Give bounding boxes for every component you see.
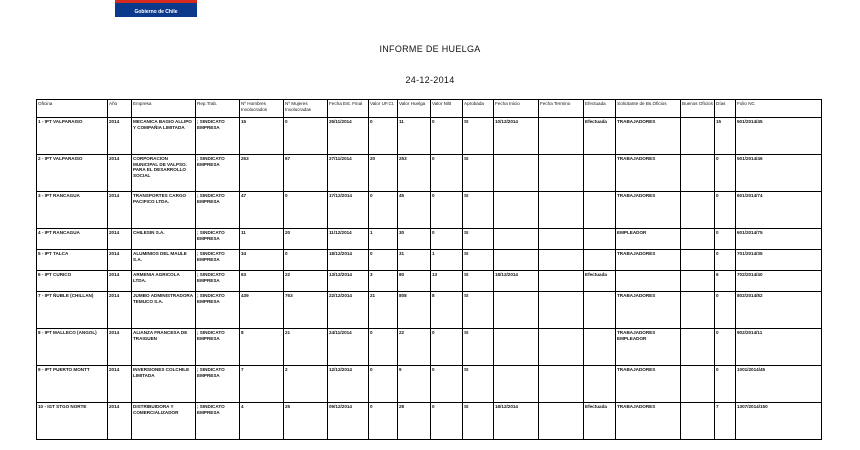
cell-valor-nb: 0 — [431, 229, 463, 250]
cell-valor-uf: 0 — [369, 366, 398, 403]
cell-ano: 2014 — [108, 250, 132, 271]
cell-aprobada: SI — [463, 250, 494, 271]
cell-valor-uf: 0 — [369, 403, 398, 440]
column-header: Fecha Est. Final — [328, 100, 369, 118]
strike-report-table — [36, 99, 822, 440]
cell-aprobada: SI — [463, 192, 494, 229]
cell-folio: 601/2014/74 — [736, 192, 822, 229]
cell-valor-nb: 13 — [431, 271, 463, 292]
gobierno-logo — [115, 0, 197, 17]
cell-folio: 1307/2014/150 — [736, 403, 822, 440]
cell-folio: 701/2014/35 — [736, 250, 822, 271]
cell-oficina: 7 - IPT ÑUBLE (CHILLAN) — [37, 292, 108, 329]
cell-rep-trab: ; SINDICATO EMPRESA — [196, 271, 240, 292]
cell-hombres: 4 — [240, 403, 284, 440]
cell-ano: 2014 — [108, 292, 132, 329]
column-header: Aprobada — [463, 100, 494, 118]
cell-hombres: 7 — [240, 366, 284, 403]
cell-mujeres: 2 — [284, 366, 328, 403]
cell-oficina: 3 - IPT RANCAGUA — [37, 192, 108, 229]
cell-valor-uf: 1 — [369, 229, 398, 250]
cell-folio: 501/2014/45 — [736, 118, 822, 155]
cell-ano: 2014 — [108, 366, 132, 403]
cell-hombres: 8 — [240, 329, 284, 366]
column-header: Buenos Oficios — [681, 100, 715, 118]
cell-solicitante: TRABAJADORES — [616, 192, 681, 229]
cell-fecha-inicio — [494, 229, 539, 250]
cell-fecha-est-final: 22/12/2014 — [328, 292, 369, 329]
cell-folio: 802/2014/82 — [736, 292, 822, 329]
cell-efectuada: Efectuada — [584, 271, 616, 292]
cell-valor-uf: 0 — [369, 250, 398, 271]
cell-efectuada — [584, 292, 616, 329]
cell-empresa: ALUMINIOS DEL MAULE S.A. — [132, 250, 196, 271]
cell-valor-huelga: 80 — [398, 271, 431, 292]
cell-solicitante — [616, 271, 681, 292]
cell-valor-huelga: 28 — [398, 403, 431, 440]
cell-valor-nb: 0 — [431, 192, 463, 229]
cell-oficina: 10 - IGT STGO NORTE — [37, 403, 108, 440]
cell-fecha-inicio — [494, 292, 539, 329]
cell-fecha-termino — [539, 366, 584, 403]
cell-rep-trab: ; SINDICATO EMPRESA — [196, 192, 240, 229]
cell-ano: 2014 — [108, 118, 132, 155]
cell-ano: 2014 — [108, 271, 132, 292]
cell-efectuada — [584, 366, 616, 403]
cell-valor-uf: 20 — [369, 155, 398, 192]
cell-efectuada — [584, 192, 616, 229]
cell-rep-trab: ; SINDICATO EMPRESA — [196, 118, 240, 155]
cell-fecha-est-final: 12/12/2014 — [328, 366, 369, 403]
cell-valor-nb: 1 — [431, 250, 463, 271]
column-header: Rep.Trab. — [196, 100, 240, 118]
cell-ano: 2014 — [108, 329, 132, 366]
table-row — [37, 118, 822, 155]
cell-fecha-termino — [539, 229, 584, 250]
cell-dias: 0 — [715, 250, 736, 271]
cell-fecha-inicio: 18/12/2014 — [494, 271, 539, 292]
cell-fecha-inicio — [494, 329, 539, 366]
cell-empresa: TRANSPORTES CARGO PACIFICO LTDA. — [132, 192, 196, 229]
cell-ano: 2014 — [108, 403, 132, 440]
cell-fecha-est-final: 09/12/2014 — [328, 403, 369, 440]
cell-solicitante: EMPLEADOR — [616, 229, 681, 250]
table-row — [37, 403, 822, 440]
table-row — [37, 292, 822, 329]
cell-buenos-oficios — [681, 366, 715, 403]
cell-dias: 0 — [715, 366, 736, 403]
cell-valor-uf: 21 — [369, 292, 398, 329]
cell-fecha-est-final: 25/11/2014 — [328, 118, 369, 155]
cell-aprobada: SI — [463, 292, 494, 329]
cell-empresa: CHILESIN S.A. — [132, 229, 196, 250]
cell-dias: 15 — [715, 118, 736, 155]
cell-efectuada — [584, 329, 616, 366]
cell-fecha-est-final: 13/12/2014 — [328, 271, 369, 292]
cell-fecha-est-final: 24/11/2014 — [328, 329, 369, 366]
cell-buenos-oficios — [681, 292, 715, 329]
cell-aprobada: SI — [463, 366, 494, 403]
cell-aprobada: SI — [463, 271, 494, 292]
cell-dias: 6 — [715, 271, 736, 292]
report-title: INFORME DE HUELGA — [379, 44, 481, 54]
cell-fecha-termino — [539, 192, 584, 229]
column-header: Nº Mujeres Involucradas — [284, 100, 328, 118]
cell-oficina: 2 - IPT VALPARAISO — [37, 155, 108, 192]
cell-fecha-termino — [539, 250, 584, 271]
cell-valor-huelga: 9 — [398, 366, 431, 403]
column-header: Días — [715, 100, 736, 118]
cell-fecha-est-final: 27/11/2014 — [328, 155, 369, 192]
cell-valor-nb: 0 — [431, 118, 463, 155]
cell-solicitante: TRABAJADORES EMPLEADOR — [616, 329, 681, 366]
cell-empresa: MECANICA BAGIO ALLIPO Y COMPAÑIA LIMITADA — [132, 118, 196, 155]
cell-buenos-oficios — [681, 403, 715, 440]
cell-rep-trab: ; SINDICATO EMPRESA — [196, 366, 240, 403]
cell-rep-trab: ; SINDICATO EMPRESA — [196, 403, 240, 440]
cell-empresa: ARMENIA AGRICOLA LTDA. — [132, 271, 196, 292]
cell-empresa: JUMBO ADMINISTRADORA TEMUCO S.A. — [132, 292, 196, 329]
cell-valor-nb: 0 — [431, 403, 463, 440]
cell-valor-huelga: 45 — [398, 192, 431, 229]
cell-fecha-est-final: 17/12/2014 — [328, 192, 369, 229]
cell-rep-trab: ; SINDICATO EMPRESA — [196, 292, 240, 329]
cell-hombres: 263 — [240, 155, 284, 192]
cell-mujeres: 21 — [284, 329, 328, 366]
cell-dias: 7 — [715, 403, 736, 440]
cell-rep-trab: ; SINDICATO EMPRESA — [196, 250, 240, 271]
cell-efectuada — [584, 250, 616, 271]
cell-efectuada: Efectuada — [584, 403, 616, 440]
cell-valor-huelga: 808 — [398, 292, 431, 329]
column-header: Fecha Termino — [539, 100, 584, 118]
cell-fecha-inicio: 10/12/2014 — [494, 118, 539, 155]
cell-hombres: 11 — [240, 229, 284, 250]
table-row — [37, 250, 822, 271]
table-row — [37, 155, 822, 192]
cell-ano: 2014 — [108, 155, 132, 192]
cell-mujeres: 20 — [284, 229, 328, 250]
cell-valor-nb: 8 — [431, 292, 463, 329]
column-header: Folio NC — [736, 100, 822, 118]
cell-mujeres: 25 — [284, 403, 328, 440]
cell-fecha-est-final: 11/12/2014 — [328, 229, 369, 250]
cell-buenos-oficios — [681, 155, 715, 192]
cell-efectuada — [584, 155, 616, 192]
column-header: Fecha Inicio — [494, 100, 539, 118]
column-header: Valor N/B — [431, 100, 463, 118]
cell-efectuada: Efectuada — [584, 118, 616, 155]
cell-oficina: 8 - IPT MALLECO (ANGOL) — [37, 329, 108, 366]
cell-valor-uf: 0 — [369, 329, 398, 366]
cell-fecha-est-final: 18/12/2014 — [328, 250, 369, 271]
cell-dias: 0 — [715, 155, 736, 192]
cell-mujeres: 763 — [284, 292, 328, 329]
cell-empresa: ALIANZA FRANCESA DE TRAIGUEN — [132, 329, 196, 366]
cell-solicitante: TRABAJADORES — [616, 292, 681, 329]
cell-aprobada: SI — [463, 229, 494, 250]
table-row — [37, 192, 822, 229]
cell-hombres: 34 — [240, 250, 284, 271]
cell-buenos-oficios — [681, 329, 715, 366]
cell-solicitante: TRABAJADORES — [616, 250, 681, 271]
cell-dias: 0 — [715, 192, 736, 229]
cell-fecha-termino — [539, 403, 584, 440]
cell-mujeres: 0 — [284, 192, 328, 229]
cell-mujeres: 22 — [284, 271, 328, 292]
cell-valor-huelga: 253 — [398, 155, 431, 192]
cell-valor-huelga: 11 — [398, 118, 431, 155]
cell-buenos-oficios — [681, 229, 715, 250]
cell-fecha-inicio — [494, 155, 539, 192]
cell-rep-trab: ; SINDICATO EMPRESA — [196, 229, 240, 250]
cell-valor-huelga: 30 — [398, 229, 431, 250]
cell-fecha-termino — [539, 118, 584, 155]
cell-folio: 501/2014/46 — [736, 155, 822, 192]
cell-oficina: 1 - IPT VALPARAISO — [37, 118, 108, 155]
cell-hombres: 15 — [240, 118, 284, 155]
cell-ano: 2014 — [108, 192, 132, 229]
cell-hombres: 47 — [240, 192, 284, 229]
column-header: Valor Huelga — [398, 100, 431, 118]
column-header: Efectuada — [584, 100, 616, 118]
report-date: 24-12-2014 — [405, 75, 455, 85]
cell-fecha-termino — [539, 271, 584, 292]
cell-valor-uf: 0 — [369, 192, 398, 229]
column-header: Solicitante de Bs.Oficios — [616, 100, 681, 118]
cell-valor-uf: 0 — [369, 118, 398, 155]
table-header-row — [37, 100, 822, 118]
cell-hombres: 63 — [240, 271, 284, 292]
cell-mujeres: 67 — [284, 155, 328, 192]
cell-fecha-inicio — [494, 250, 539, 271]
table-row — [37, 329, 822, 366]
cell-folio: 1001/2014/45 — [736, 366, 822, 403]
cell-valor-nb: 0 — [431, 329, 463, 366]
column-header: Empresa — [132, 100, 196, 118]
cell-fecha-inicio — [494, 192, 539, 229]
cell-fecha-inicio — [494, 366, 539, 403]
cell-solicitante: TRABAJADORES — [616, 155, 681, 192]
cell-folio: 902/2014/11 — [736, 329, 822, 366]
cell-mujeres: 0 — [284, 250, 328, 271]
cell-aprobada: SI — [463, 155, 494, 192]
column-header: Valor UF.Ct. — [369, 100, 398, 118]
cell-oficina: 6 - IPT CURICO — [37, 271, 108, 292]
cell-solicitante: TRABAJADORES — [616, 403, 681, 440]
table-row — [37, 229, 822, 250]
cell-fecha-inicio: 18/12/2014 — [494, 403, 539, 440]
cell-buenos-oficios — [681, 250, 715, 271]
cell-fecha-termino — [539, 329, 584, 366]
cell-empresa: DISTRIBUIDORA Y COMERCIALIZADOR — [132, 403, 196, 440]
cell-valor-huelga: 22 — [398, 329, 431, 366]
column-header: Oficina — [37, 100, 108, 118]
cell-fecha-termino — [539, 292, 584, 329]
cell-buenos-oficios — [681, 118, 715, 155]
cell-valor-huelga: 31 — [398, 250, 431, 271]
cell-dias: 0 — [715, 292, 736, 329]
cell-solicitante: TRABAJADORES — [616, 366, 681, 403]
cell-oficina: 4 - IPT RANCAGUA — [37, 229, 108, 250]
cell-hombres: 439 — [240, 292, 284, 329]
cell-rep-trab: ; SINDICATO EMPRESA — [196, 329, 240, 366]
cell-oficina: 5 - IPT TALCA — [37, 250, 108, 271]
logo-text: Gobierno de Chile — [134, 9, 178, 15]
cell-dias: 0 — [715, 229, 736, 250]
column-header: Nº Hombres Involucrados — [240, 100, 284, 118]
cell-valor-nb: 0 — [431, 366, 463, 403]
column-header: Año — [108, 100, 132, 118]
cell-buenos-oficios — [681, 271, 715, 292]
cell-mujeres: 0 — [284, 118, 328, 155]
cell-dias: 0 — [715, 329, 736, 366]
cell-buenos-oficios — [681, 192, 715, 229]
cell-valor-uf: 3 — [369, 271, 398, 292]
table-row — [37, 271, 822, 292]
cell-aprobada: SI — [463, 403, 494, 440]
cell-empresa: INVERSIONES COLCHILE LIMITADA — [132, 366, 196, 403]
cell-efectuada — [584, 229, 616, 250]
cell-aprobada: SI — [463, 329, 494, 366]
cell-oficina: 9 - IPT PUERTO MONTT — [37, 366, 108, 403]
cell-solicitante: TRABAJADORES — [616, 118, 681, 155]
table-row — [37, 366, 822, 403]
cell-ano: 2014 — [108, 229, 132, 250]
cell-rep-trab: ; SINDICATO EMPRESA — [196, 155, 240, 192]
cell-fecha-termino — [539, 155, 584, 192]
logo-red-bar — [115, 0, 197, 3]
cell-folio: 601/2014/75 — [736, 229, 822, 250]
cell-empresa: CORPORACION MUNICIPAL DE VALPSO. PARA EL DESARROLLO SOCIAL — [132, 155, 196, 192]
cell-folio: 702/2014/40 — [736, 271, 822, 292]
cell-valor-nb: 0 — [431, 155, 463, 192]
cell-aprobada: SI — [463, 118, 494, 155]
